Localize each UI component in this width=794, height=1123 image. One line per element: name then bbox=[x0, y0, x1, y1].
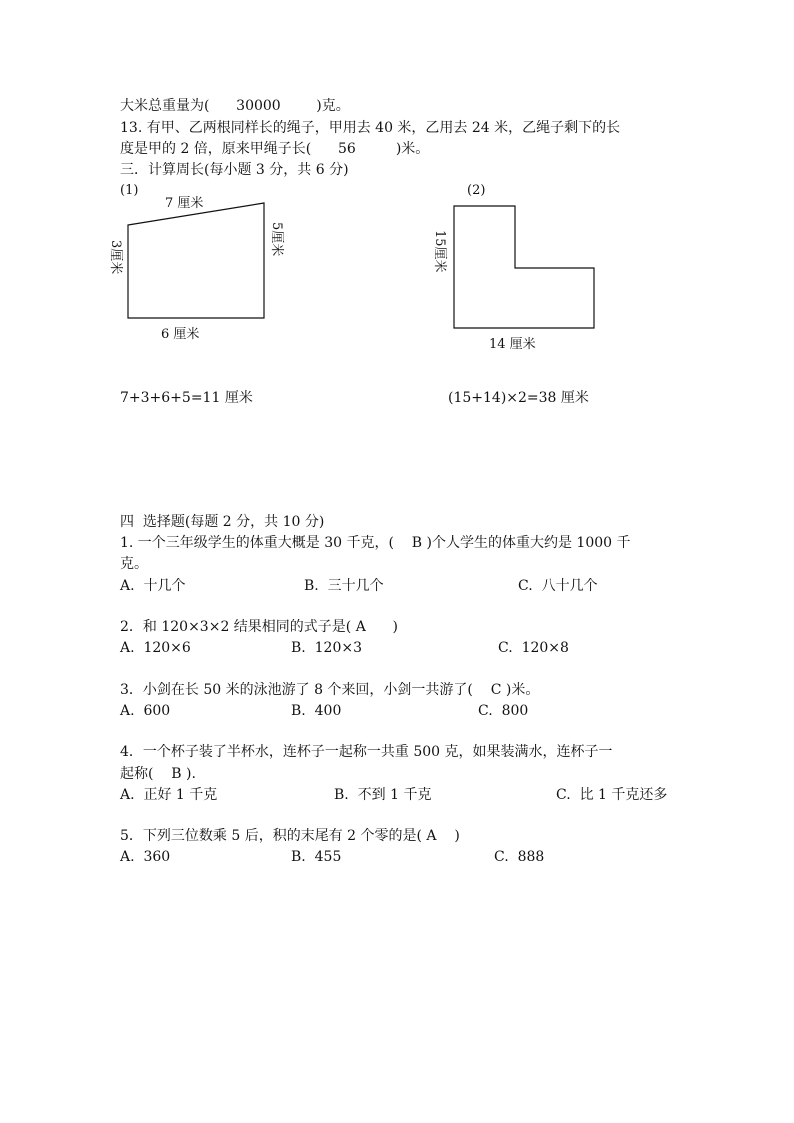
figure-2-answer: (15+14)×2=38 厘米 bbox=[448, 390, 589, 406]
question-5-option-b: B. 455 bbox=[291, 849, 342, 865]
figure-2-left-label: 15厘米 bbox=[432, 230, 447, 273]
question-1-option-b: B. 三十几个 bbox=[304, 578, 384, 594]
question-2: 2．和 120×3×2 结果相同的式子是( A ) bbox=[120, 619, 398, 635]
figure-2-bottom-label: 14 厘米 bbox=[489, 337, 536, 352]
question-2-option-a: A. 120×6 bbox=[120, 640, 191, 656]
question-13-line1: 13. 有甲、乙两根同样长的绳子，甲用去 40 米，乙用去 24 米，乙绳子剩下的长 bbox=[120, 120, 621, 136]
figure-1-left-label: 3厘米 bbox=[108, 240, 123, 275]
question-4-option-c: C. 比 1 千克还多 bbox=[556, 787, 668, 803]
figure-1-answer: 7+3+6+5=11 厘米 bbox=[120, 390, 253, 406]
question-4-option-a: A. 正好 1 千克 bbox=[120, 787, 218, 803]
question-13-line2: 度是甲的 2 倍，原来甲绳子长( 56 )米。 bbox=[120, 141, 430, 157]
section-4-title: 四 选择题(每题 2 分，共 10 分) bbox=[120, 514, 325, 530]
question-3: 3．小剑在长 50 米的泳池游了 8 个来回，小剑一共游了( C )米。 bbox=[120, 682, 540, 698]
question-1-line1: 1. 一个三年级学生的体重大概是 30 千克，( B )个人学生的体重大约是 1000 千 bbox=[120, 535, 631, 551]
figure-1-trapezoid bbox=[128, 203, 264, 318]
figure-1-top-label: 7 厘米 bbox=[165, 196, 204, 211]
question-3-option-c: C. 800 bbox=[478, 703, 529, 719]
figure-1-right-label: 5厘米 bbox=[269, 222, 284, 257]
question-3-option-b: B. 400 bbox=[291, 703, 342, 719]
question-2-option-c: C. 120×8 bbox=[498, 640, 569, 656]
question-1-option-a: A. 十几个 bbox=[120, 578, 186, 594]
question-2-option-b: B. 120×3 bbox=[291, 640, 362, 656]
question-4-line1: 4．一个杯子装了半杯水，连杯子一起称一共重 500 克，如果装满水，连杯子一 bbox=[120, 744, 613, 760]
question-4-option-b: B. 不到 1 千克 bbox=[334, 787, 432, 803]
figure-2-label: (2) bbox=[467, 183, 486, 198]
question-3-option-a: A. 600 bbox=[120, 703, 171, 719]
rice-weight-line: 大米总重量为( 30000 )克。 bbox=[120, 98, 350, 114]
question-5-option-c: C. 888 bbox=[494, 849, 545, 865]
question-5-option-a: A. 360 bbox=[120, 849, 171, 865]
question-1-option-c: C. 八十几个 bbox=[518, 578, 598, 594]
figure-1-label: (1) bbox=[120, 183, 139, 198]
figure-2-l-shape bbox=[454, 206, 594, 328]
figure-1-bottom-label: 6 厘米 bbox=[161, 327, 200, 342]
question-4-line2: 起称( B ). bbox=[120, 766, 196, 782]
question-1-line2: 克。 bbox=[120, 556, 148, 572]
section-3-title: 三．计算周长(每小题 3 分，共 6 分) bbox=[120, 162, 349, 178]
question-5: 5．下列三位数乘 5 后，积的末尾有 2 个零的是( A ) bbox=[120, 828, 460, 844]
